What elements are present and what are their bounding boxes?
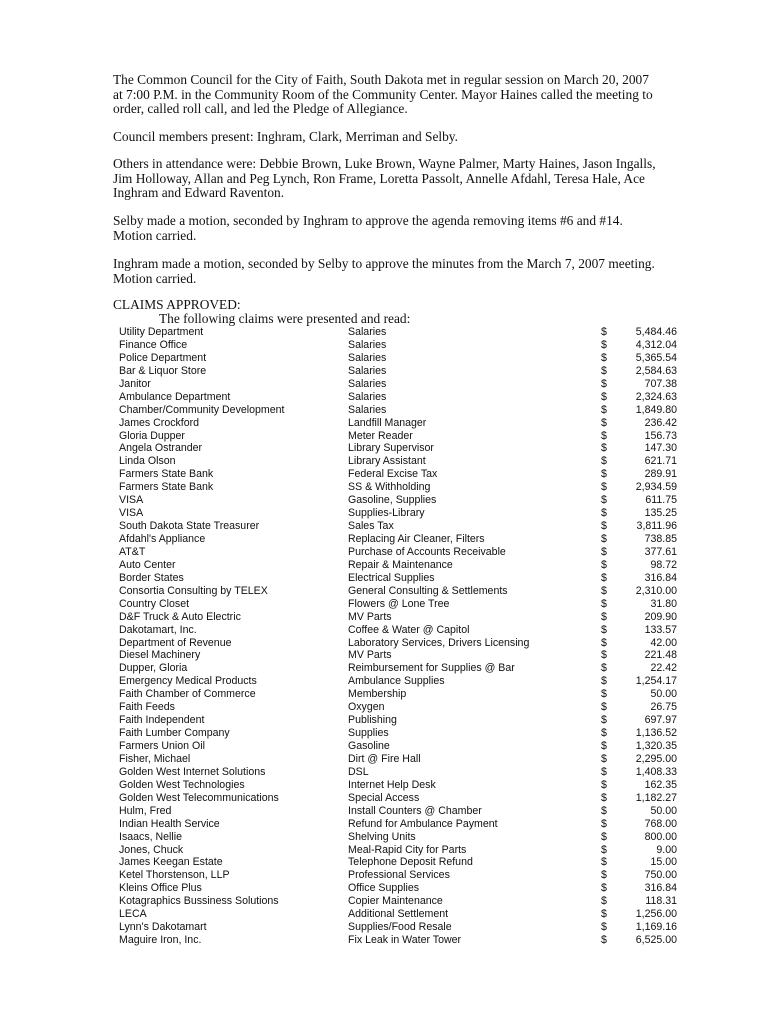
claim-amount: 1,256.00 — [635, 908, 677, 921]
claim-row — [119, 727, 679, 740]
claim-currency-symbol: $ — [601, 662, 607, 675]
claim-currency-symbol: $ — [601, 481, 607, 494]
claim-row — [119, 740, 679, 753]
claim-description: DSL — [348, 765, 369, 778]
claim-currency-symbol: $ — [601, 636, 607, 649]
claim-payee: Maguire Iron, Inc. — [119, 934, 202, 947]
claim-payee: Faith Feeds — [119, 701, 175, 714]
claim-payee: Utility Department — [119, 326, 204, 338]
claim-row — [119, 559, 679, 572]
claim-currency-symbol: $ — [601, 533, 607, 545]
claim-amount: 738.85 — [644, 533, 677, 545]
claim-row — [119, 766, 679, 779]
claim-description: Additional Settlement — [348, 908, 449, 921]
claim-payee: Fisher, Michael — [119, 752, 191, 765]
claim-description: MV Parts — [348, 649, 392, 662]
claim-row — [119, 455, 679, 468]
claim-amount: 1,182.27 — [635, 791, 677, 804]
claim-amount: 26.75 — [650, 701, 677, 714]
claim-row — [119, 869, 679, 882]
claim-payee: Chamber/Community Development — [119, 403, 285, 416]
claim-payee: Isaacs, Nellie — [119, 830, 182, 843]
claim-currency-symbol: $ — [601, 701, 607, 714]
claim-currency-symbol: $ — [601, 752, 607, 765]
claim-description: SS & Withholding — [348, 481, 431, 494]
claim-description: Salaries — [348, 338, 387, 351]
claim-row — [119, 818, 679, 831]
claim-amount: 289.91 — [644, 468, 677, 481]
claim-description: Supplies-Library — [348, 507, 425, 520]
claim-currency-symbol: $ — [601, 442, 607, 455]
claim-amount: 800.00 — [644, 830, 677, 843]
claim-currency-symbol: $ — [601, 791, 607, 804]
claim-payee: Dakotamart, Inc. — [119, 623, 197, 636]
claim-row — [119, 442, 679, 455]
claim-description: Salaries — [348, 364, 387, 377]
claim-currency-symbol: $ — [601, 908, 607, 921]
claim-description: Repair & Maintenance — [348, 558, 453, 571]
claim-description: Purchase of Accounts Receivable — [348, 545, 506, 558]
claim-description: Federal Excise Tax — [348, 468, 438, 481]
claim-currency-symbol: $ — [601, 507, 607, 520]
claim-description: Electrical Supplies — [348, 571, 435, 584]
claim-currency-symbol: $ — [601, 623, 607, 636]
claim-currency-symbol: $ — [601, 714, 607, 727]
claim-row — [119, 921, 679, 934]
claim-description: Landfill Manager — [348, 416, 427, 429]
claim-payee: Auto Center — [119, 558, 176, 571]
claim-currency-symbol: $ — [601, 688, 607, 701]
claim-payee: Golden West Telecommunications — [119, 791, 279, 804]
claim-currency-symbol: $ — [601, 584, 607, 597]
claim-currency-symbol: $ — [601, 727, 607, 740]
claim-payee: Linda Olson — [119, 455, 176, 468]
agenda-motion-paragraph: Selby made a motion, seconded by Inghram to approve the agenda removing items #6 and #14. Motion carried. — [113, 213, 623, 243]
claim-payee: Kotagraphics Bussiness Solutions — [119, 895, 279, 908]
claim-payee: Farmers Union Oil — [119, 740, 205, 752]
claim-description: Membership — [348, 688, 407, 701]
claim-description: Coffee & Water @ Capitol — [348, 623, 470, 636]
claim-payee: AT&T — [119, 545, 146, 558]
claim-payee: LECA — [119, 908, 147, 921]
claim-row — [119, 326, 679, 339]
claim-amount: 6,525.00 — [635, 934, 677, 947]
claim-amount: 5,365.54 — [635, 351, 677, 364]
claim-description: Supplies — [348, 727, 389, 740]
claim-payee: Dupper, Gloria — [119, 662, 188, 675]
claim-description: Copier Maintenance — [348, 895, 443, 908]
claim-payee: Emergency Medical Products — [119, 675, 257, 688]
claim-payee: Golden West Internet Solutions — [119, 765, 266, 778]
claim-payee: Finance Office — [119, 338, 188, 351]
claim-payee: Faith Lumber Company — [119, 727, 230, 740]
claim-currency-symbol: $ — [601, 377, 607, 390]
claim-amount: 42.00 — [650, 636, 677, 649]
claim-description: Sales Tax — [348, 520, 394, 533]
claim-currency-symbol: $ — [601, 895, 607, 908]
claim-row — [119, 611, 679, 624]
claim-description: MV Parts — [348, 610, 392, 623]
claim-row — [119, 468, 679, 481]
claim-payee: James Crockford — [119, 416, 200, 429]
claim-currency-symbol: $ — [601, 326, 607, 338]
claim-currency-symbol: $ — [601, 429, 607, 442]
claim-payee: Afdahl's Appliance — [119, 533, 206, 545]
claim-row — [119, 507, 679, 520]
claim-amount: 1,254.17 — [635, 675, 677, 688]
claim-amount: 98.72 — [650, 558, 677, 571]
claim-amount: 135.25 — [644, 507, 677, 520]
members-present-paragraph: Council members present: Inghram, Clark, Merriman and Selby. — [113, 129, 458, 144]
claim-description: Library Assistant — [348, 455, 426, 468]
claim-payee: Jones, Chuck — [119, 843, 184, 856]
claim-amount: 221.48 — [644, 649, 677, 662]
claim-payee: Angela Ostrander — [119, 442, 203, 455]
claim-row — [119, 714, 679, 727]
claim-description: Internet Help Desk — [348, 778, 436, 791]
claim-payee: Ambulance Department — [119, 390, 231, 403]
claim-row — [119, 831, 679, 844]
claim-currency-symbol: $ — [601, 416, 607, 429]
claim-row — [119, 624, 679, 637]
claim-amount: 236.42 — [644, 416, 677, 429]
claim-description: Meter Reader — [348, 429, 413, 442]
claim-row — [119, 882, 679, 895]
claim-payee: Hulm, Fred — [119, 804, 172, 817]
claim-payee: Lynn's Dakotamart — [119, 921, 207, 934]
claim-row — [119, 675, 679, 688]
claim-currency-symbol: $ — [601, 740, 607, 752]
claims-table — [119, 326, 679, 947]
claim-amount: 1,169.16 — [635, 921, 677, 934]
claim-row — [119, 844, 679, 857]
claim-row — [119, 391, 679, 404]
claim-amount: 3,811.96 — [636, 520, 677, 533]
claim-currency-symbol: $ — [601, 468, 607, 481]
claim-amount: 1,136.52 — [635, 727, 677, 740]
claim-amount: 2,310.00 — [635, 584, 677, 597]
claim-row — [119, 546, 679, 559]
claim-amount: 147.30 — [644, 442, 677, 455]
claim-currency-symbol: $ — [601, 882, 607, 895]
claim-payee: Indian Health Service — [119, 817, 220, 830]
claim-payee: Gloria Dupper — [119, 429, 185, 442]
claim-amount: 4,312.04 — [635, 338, 677, 351]
claim-amount: 22.42 — [650, 662, 677, 675]
claim-currency-symbol: $ — [601, 390, 607, 403]
claim-description: General Consulting & Settlements — [348, 584, 508, 597]
claim-amount: 316.84 — [644, 571, 677, 584]
claim-amount: 1,320.35 — [635, 740, 677, 752]
claim-amount: 162.35 — [644, 778, 677, 791]
claim-description: Reimbursement for Supplies @ Bar — [348, 662, 515, 675]
claim-payee: Golden West Technologies — [119, 778, 245, 791]
claim-description: Install Counters @ Chamber — [348, 804, 482, 817]
claim-currency-symbol: $ — [601, 856, 607, 869]
claim-payee: South Dakota State Treasurer — [119, 520, 260, 533]
claim-row — [119, 430, 679, 443]
claim-amount: 50.00 — [650, 688, 677, 701]
claim-currency-symbol: $ — [601, 830, 607, 843]
claim-amount: 768.00 — [644, 817, 677, 830]
claim-currency-symbol: $ — [601, 558, 607, 571]
claim-row — [119, 934, 679, 947]
claim-description: Salaries — [348, 351, 387, 364]
claim-currency-symbol: $ — [601, 934, 607, 947]
claim-amount: 15.00 — [650, 856, 677, 869]
claim-description: Dirt @ Fire Hall — [348, 752, 421, 765]
claim-amount: 2,584.63 — [635, 364, 677, 377]
claim-amount: 133.57 — [644, 623, 677, 636]
claim-row — [119, 908, 679, 921]
claim-amount: 377.61 — [644, 545, 677, 558]
claim-row — [119, 895, 679, 908]
claim-description: Oxygen — [348, 701, 385, 714]
claim-row — [119, 339, 679, 352]
claim-row — [119, 792, 679, 805]
claim-amount: 316.84 — [644, 882, 677, 895]
claim-payee: VISA — [119, 494, 144, 507]
claim-payee: Police Department — [119, 351, 207, 364]
claim-amount: 156.73 — [644, 429, 677, 442]
claim-payee: Department of Revenue — [119, 636, 232, 649]
claim-payee: Bar & Liquor Store — [119, 364, 207, 377]
claim-row — [119, 637, 679, 650]
claim-description: Ambulance Supplies — [348, 675, 445, 688]
claim-description: Salaries — [348, 326, 387, 338]
claim-row — [119, 856, 679, 869]
claim-description: Library Supervisor — [348, 442, 434, 455]
claim-description: Meal-Rapid City for Parts — [348, 843, 467, 856]
claim-amount: 2,324.63 — [635, 390, 677, 403]
claims-heading: CLAIMS APPROVED: — [113, 297, 241, 312]
claim-currency-symbol: $ — [601, 364, 607, 377]
claim-amount: 31.80 — [650, 597, 677, 610]
claim-description: Office Supplies — [348, 882, 420, 895]
claim-currency-symbol: $ — [601, 520, 607, 533]
claim-row — [119, 533, 679, 546]
claim-currency-symbol: $ — [601, 571, 607, 584]
claim-amount: 611.75 — [645, 494, 677, 507]
claim-description: Salaries — [348, 403, 387, 416]
claim-row — [119, 598, 679, 611]
claim-currency-symbol: $ — [601, 817, 607, 830]
claim-amount: 209.90 — [644, 610, 677, 623]
claim-amount: 707.38 — [644, 377, 677, 390]
claim-row — [119, 572, 679, 585]
claim-amount: 118.31 — [645, 895, 677, 908]
claim-payee: James Keegan Estate — [119, 856, 223, 869]
claim-amount: 2,295.00 — [635, 752, 677, 765]
claim-payee: Country Closet — [119, 597, 190, 610]
claim-currency-symbol: $ — [601, 545, 607, 558]
claim-row — [119, 585, 679, 598]
claim-row — [119, 805, 679, 818]
claim-payee: Farmers State Bank — [119, 468, 214, 481]
opening-paragraph: The Common Council for the City of Faith, South Dakota met in regular session on March 20, 2007 at 7:00 P.M. in the Community Room of the Community Center. Mayor Haines called the meeting to order, called roll call, and led the Pledge of Allegiance. — [113, 72, 653, 116]
claim-currency-symbol: $ — [601, 804, 607, 817]
claim-description: Salaries — [348, 390, 387, 403]
claim-description: Telephone Deposit Refund — [348, 856, 473, 869]
claim-description: Laboratory Services, Drivers Licensing — [348, 636, 530, 649]
claim-payee: Farmers State Bank — [119, 481, 214, 494]
claim-description: Supplies/Food Resale — [348, 921, 452, 934]
claim-row — [119, 417, 679, 430]
claim-description: Fix Leak in Water Tower — [348, 934, 462, 947]
claim-currency-symbol: $ — [601, 675, 607, 688]
claim-amount: 50.00 — [650, 804, 677, 817]
claim-row — [119, 352, 679, 365]
claim-amount: 621.71 — [644, 455, 677, 468]
claim-amount: 2,934.59 — [635, 481, 677, 494]
claim-currency-symbol: $ — [601, 597, 607, 610]
claim-currency-symbol: $ — [601, 338, 607, 351]
claim-description: Special Access — [348, 791, 420, 804]
claim-amount: 1,408.33 — [635, 765, 677, 778]
claim-row — [119, 520, 679, 533]
claim-payee: Kleins Office Plus — [119, 882, 202, 895]
claim-currency-symbol: $ — [601, 649, 607, 662]
claim-payee: Consortia Consulting by TELEX — [119, 584, 268, 597]
claim-payee: D&F Truck & Auto Electric — [119, 610, 241, 623]
claim-row — [119, 481, 679, 494]
claim-row — [119, 649, 679, 662]
claim-currency-symbol: $ — [601, 494, 607, 507]
claim-description: Gasoline, Supplies — [348, 494, 437, 507]
claim-description: Replacing Air Cleaner, Filters — [348, 533, 485, 545]
claim-currency-symbol: $ — [601, 778, 607, 791]
claim-payee: Border States — [119, 571, 184, 584]
attendance-paragraph: Others in attendance were: Debbie Brown, Luke Brown, Wayne Palmer, Marty Haines, Jason Ingalls, Jim Holloway, Allan and Peg Lynch, Ron Frame, Loretta Passolt, Annelle Afdahl, Teresa Hale, Ace Inghram and Edward Raventon. — [113, 156, 656, 200]
claim-amount: 1,849.80 — [635, 403, 677, 416]
claim-payee: Faith Independent — [119, 714, 205, 727]
claim-description: Salaries — [348, 377, 387, 390]
claim-currency-symbol: $ — [601, 455, 607, 468]
claim-row — [119, 404, 679, 417]
claim-description: Publishing — [348, 714, 397, 727]
claim-description: Refund for Ambulance Payment — [348, 817, 498, 830]
claims-subheading: The following claims were presented and read: — [159, 311, 411, 326]
claim-row — [119, 494, 679, 507]
claim-row — [119, 779, 679, 792]
claim-amount: 750.00 — [644, 869, 677, 882]
claim-payee: VISA — [119, 507, 144, 520]
claim-payee: Diesel Machinery — [119, 649, 201, 662]
claim-row — [119, 701, 679, 714]
claim-description: Shelving Units — [348, 830, 416, 843]
minutes-motion-paragraph: Inghram made a motion, seconded by Selby to approve the minutes from the March 7, 2007 meeting. Motion carried. — [113, 256, 655, 286]
claim-row — [119, 378, 679, 391]
claim-row — [119, 688, 679, 701]
claim-currency-symbol: $ — [601, 869, 607, 882]
claim-amount: 5,484.46 — [635, 326, 677, 338]
claim-row — [119, 753, 679, 766]
claim-currency-symbol: $ — [601, 921, 607, 934]
claim-description: Flowers @ Lone Tree — [348, 597, 450, 610]
claim-payee: Faith Chamber of Commerce — [119, 688, 256, 701]
claim-currency-symbol: $ — [601, 843, 607, 856]
claim-description: Gasoline — [348, 740, 390, 752]
claim-currency-symbol: $ — [601, 351, 607, 364]
claim-payee: Janitor — [119, 377, 151, 390]
claim-description: Professional Services — [348, 869, 450, 882]
claim-currency-symbol: $ — [601, 765, 607, 778]
claim-currency-symbol: $ — [601, 403, 607, 416]
claim-amount: 9.00 — [656, 843, 677, 856]
claim-amount: 697.97 — [644, 714, 677, 727]
claim-payee: Ketel Thorstenson, LLP — [119, 869, 230, 882]
claim-currency-symbol: $ — [601, 610, 607, 623]
claim-row — [119, 662, 679, 675]
claim-row — [119, 365, 679, 378]
